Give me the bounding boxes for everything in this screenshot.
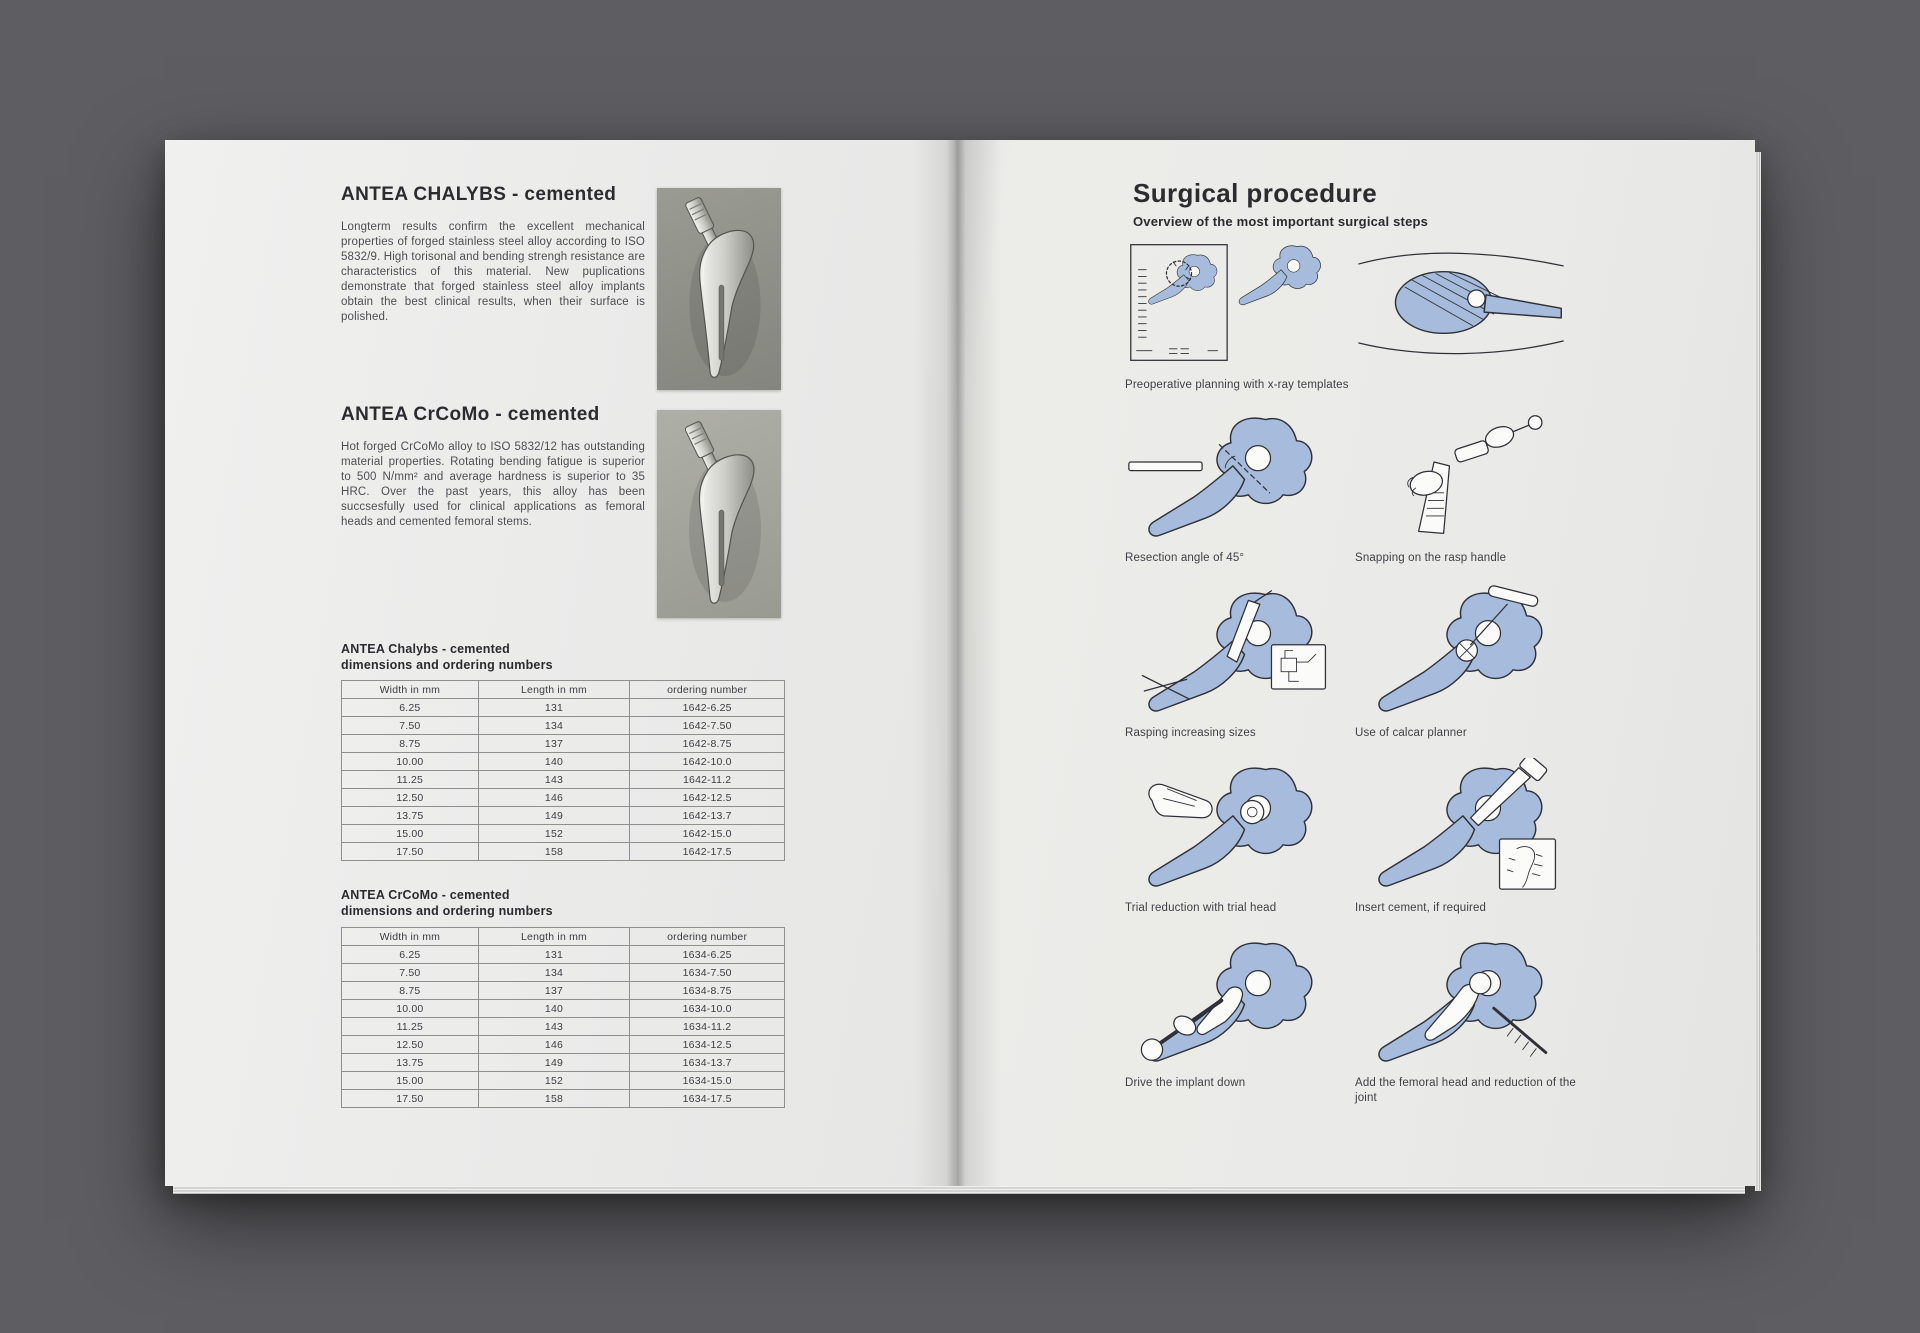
- section-body-crcomo: Hot forged CrCoMo alloy to ISO 5832/12 has outstanding material properties. Rotating bending fatigue is superior to 500 N/mm² and average hardness is superior to 35 HRC. Over the past years, this alloy has been succsesfully used for clinical applications as femoral heads and cemented femoral stems.: [341, 441, 645, 528]
- rasping-illustration: [1125, 583, 1337, 718]
- table-cell: 1634-6.25: [630, 946, 785, 964]
- table-cell: 15.00: [342, 825, 479, 843]
- table-cell: 12.50: [342, 789, 479, 807]
- column-header: Width in mm: [342, 928, 479, 946]
- table-cell: 1634-15.0: [630, 1072, 785, 1090]
- step-caption: Resection angle of 45°: [1125, 552, 1245, 564]
- table-cell: 10.00: [342, 753, 479, 771]
- column-header: ordering number: [630, 928, 785, 946]
- table-heading-crcomo: [341, 888, 553, 919]
- procedure-step: [1125, 933, 1350, 1091]
- implant-photo-chalybs: [657, 188, 781, 390]
- table-cell: 146: [478, 1036, 630, 1054]
- table-cell: 1642-17.5: [630, 843, 785, 861]
- section-heading-chalybs: ANTEA CHALYBS - cemented: [341, 184, 617, 205]
- table-cell: 12.50: [342, 1036, 479, 1054]
- left-page: [165, 140, 955, 1186]
- drive-implant-illustration: [1125, 933, 1337, 1068]
- trial-reduction-illustration: [1125, 758, 1337, 893]
- insert-cement-illustration: [1355, 758, 1567, 893]
- table-cell: 1634-17.5: [630, 1090, 785, 1108]
- table-cell: 1634-12.5: [630, 1036, 785, 1054]
- calcar-planner-illustration: [1355, 583, 1567, 718]
- right-page: [955, 140, 1755, 1186]
- table-row: [342, 717, 785, 735]
- table-row: [342, 1072, 785, 1090]
- column-header: Width in mm: [342, 681, 479, 699]
- page-subtitle: Overview of the most important surgical steps: [1133, 214, 1429, 229]
- table-heading-chalybs: [341, 642, 553, 673]
- table-cell: 8.75: [342, 735, 479, 753]
- section-heading-crcomo: ANTEA CrCoMo - cemented: [341, 404, 600, 425]
- step-caption: Add the femoral head and reduction of the joint: [1355, 1077, 1576, 1104]
- step-caption: Snapping on the rasp handle: [1355, 552, 1507, 564]
- table-row: [342, 1018, 785, 1036]
- table-heading-line1: ANTEA Chalybs - cemented: [341, 642, 510, 656]
- rasp-handle-illustration: [1355, 408, 1567, 543]
- page-stack-bottom-edge: [173, 1186, 1745, 1194]
- crcomo-dimensions-table: [341, 927, 785, 1108]
- table-row: [342, 1090, 785, 1108]
- table-cell: 1634-11.2: [630, 1018, 785, 1036]
- procedure-step: [1125, 408, 1350, 566]
- table-cell: 1634-8.75: [630, 982, 785, 1000]
- table-cell: 131: [478, 946, 630, 964]
- table-cell: 7.50: [342, 717, 479, 735]
- table-cell: 134: [478, 717, 630, 735]
- table-cell: 1642-12.5: [630, 789, 785, 807]
- table-row: [342, 1000, 785, 1018]
- table-cell: 137: [478, 735, 630, 753]
- preoperative-planning-illustration: [1125, 235, 1337, 370]
- table-header-row: [342, 681, 785, 699]
- table-heading-line2: dimensions and ordering numbers: [341, 903, 553, 918]
- step-caption: Preoperative planning with x-ray templates: [1125, 379, 1349, 391]
- table-cell: 1642-6.25: [630, 699, 785, 717]
- table-cell: 152: [478, 825, 630, 843]
- step-caption: Use of calcar planner: [1355, 727, 1467, 739]
- table-cell: 6.25: [342, 699, 479, 717]
- table-cell: 140: [478, 1000, 630, 1018]
- table-row: [342, 699, 785, 717]
- implant-photo-crcomo: [657, 410, 781, 618]
- table-cell: 149: [478, 1054, 630, 1072]
- table-cell: 1642-7.50: [630, 717, 785, 735]
- table-cell: 1642-13.7: [630, 807, 785, 825]
- table-header-row: [342, 928, 785, 946]
- table-cell: 1642-10.0: [630, 753, 785, 771]
- table-cell: 10.00: [342, 1000, 479, 1018]
- page-stack-right-edge: [1755, 152, 1761, 1191]
- table-row: [342, 771, 785, 789]
- table-cell: 11.25: [342, 771, 479, 789]
- table-row: [342, 789, 785, 807]
- table-row: [342, 825, 785, 843]
- patient-positioning-illustration: [1355, 235, 1567, 370]
- column-header: Length in mm: [478, 681, 630, 699]
- table-cell: 6.25: [342, 946, 479, 964]
- add-femoral-head-illustration: [1355, 933, 1567, 1068]
- table-cell: 158: [478, 843, 630, 861]
- column-header: Length in mm: [478, 928, 630, 946]
- table-cell: 131: [478, 699, 630, 717]
- procedure-step: [1355, 408, 1580, 566]
- procedure-step: [1355, 933, 1580, 1106]
- table-row: [342, 964, 785, 982]
- table-heading-line1: ANTEA CrCoMo - cemented: [341, 888, 510, 902]
- table-cell: 1642-8.75: [630, 735, 785, 753]
- table-cell: 1634-13.7: [630, 1054, 785, 1072]
- table-row: [342, 1036, 785, 1054]
- section-body-chalybs: Longterm results confirm the excellent mechanical properties of forged stainless steel alloy according to ISO 5832/9. High torisonal and bending strengh resistance are characteristics of this material. New puplications demonstrate that forged stainless steel alloy implants obtain the best clinical results, when their surface is polished.: [341, 221, 645, 323]
- table-row: [342, 843, 785, 861]
- table-cell: 140: [478, 753, 630, 771]
- step-caption: Trial reduction with trial head: [1125, 902, 1277, 914]
- table-cell: 152: [478, 1072, 630, 1090]
- table-cell: 134: [478, 964, 630, 982]
- table-row: [342, 946, 785, 964]
- table-cell: 8.75: [342, 982, 479, 1000]
- table-cell: 17.50: [342, 1090, 479, 1108]
- table-cell: 143: [478, 771, 630, 789]
- table-cell: 1642-11.2: [630, 771, 785, 789]
- resection-angle-illustration: [1125, 408, 1337, 543]
- table-cell: 11.25: [342, 1018, 479, 1036]
- table-cell: 158: [478, 1090, 630, 1108]
- table-row: [342, 1054, 785, 1072]
- step-caption: Insert cement, if required: [1355, 902, 1487, 914]
- procedure-step: [1355, 758, 1580, 916]
- procedure-step: [1125, 235, 1350, 393]
- page-title: Surgical procedure: [1133, 178, 1378, 208]
- column-header: ordering number: [630, 681, 785, 699]
- table-cell: 13.75: [342, 807, 479, 825]
- procedure-step: [1125, 583, 1350, 741]
- table-row: [342, 807, 785, 825]
- procedure-step: [1355, 235, 1580, 378]
- table-row: [342, 753, 785, 771]
- chalybs-dimensions-table: [341, 680, 785, 861]
- procedure-step: [1125, 758, 1350, 916]
- table-row: [342, 735, 785, 753]
- procedure-step: [1355, 583, 1580, 741]
- step-caption: Drive the implant down: [1125, 1077, 1246, 1089]
- brochure-spread: [165, 140, 1755, 1186]
- table-cell: 1634-10.0: [630, 1000, 785, 1018]
- table-cell: 143: [478, 1018, 630, 1036]
- table-heading-line2: dimensions and ordering numbers: [341, 657, 553, 672]
- table-cell: 1634-7.50: [630, 964, 785, 982]
- table-cell: 17.50: [342, 843, 479, 861]
- table-cell: 7.50: [342, 964, 479, 982]
- table-cell: 15.00: [342, 1072, 479, 1090]
- table-row: [342, 982, 785, 1000]
- table-cell: 149: [478, 807, 630, 825]
- step-caption: Rasping increasing sizes: [1125, 727, 1256, 739]
- table-cell: 137: [478, 982, 630, 1000]
- table-cell: 146: [478, 789, 630, 807]
- table-cell: 1642-15.0: [630, 825, 785, 843]
- table-cell: 13.75: [342, 1054, 479, 1072]
